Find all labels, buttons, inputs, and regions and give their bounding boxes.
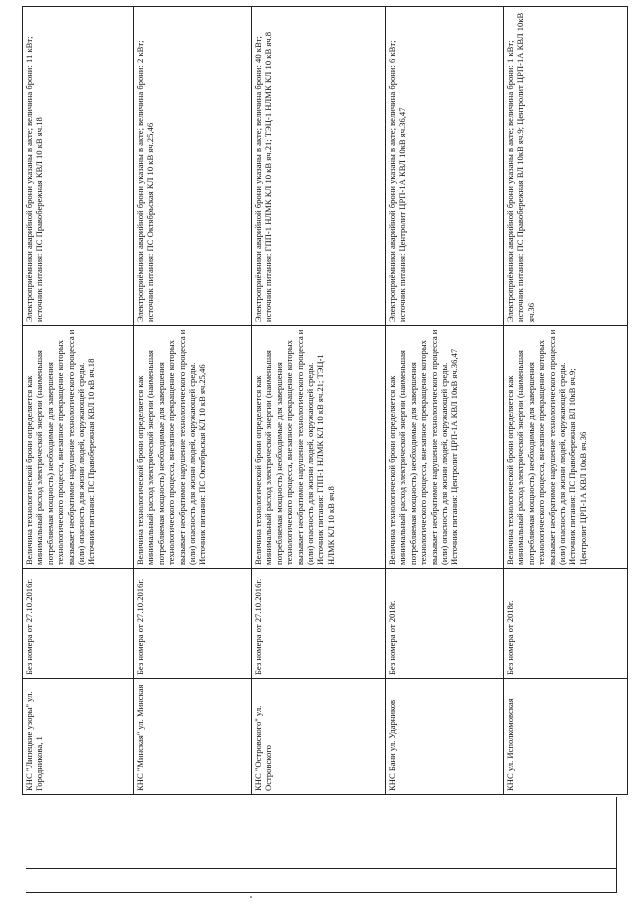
table-row — [252, 7, 386, 795]
tech-reserve-cell: Величина технологической брони определяется как минимальный расход электрической энергии (наименьшая потребляемая мощность) необходимые для завершения технологического процесса, внезапное прекращение которых вызывает необратимое нарушение технологического процесса и (или) опасность для жизни людей, окружающей среды. Источник питания: ГПП-1 НЛМК КЛ 10 кВ яч.21; ТЭЦ-1 НЛМК КЛ 10 кВ яч.8 — [252, 326, 386, 569]
table-row — [23, 7, 134, 795]
object-name-cell: КНС "Минская" ул. Минская — [134, 679, 252, 795]
page-rule-inner — [26, 868, 616, 869]
object-name-cell: КНС "Липецкие узоры" ул. Городникова, 1 — [23, 679, 134, 795]
emergency-reserve-cell: Электроприёмники аварийной брони указаны в акте; величина брони: 11 кВт; источник питания: ПС Правобережная КВЛ 10 кВ яч.18 — [23, 7, 134, 326]
act-number-cell: Без номера от 27.10.2016г. — [23, 569, 134, 679]
reservation-acts-table — [22, 6, 628, 795]
tech-reserve-cell: Величина технологической брони определяется как минимальный расход электрической энергии (наименьшая потребляемая мощность) необходимые для завершения технологического процесса, внезапное прекращение которых вызывает необратимое нарушение технологического процесса и (или) опасность для жизни людей, окружающей среды. Источник питания: Центролит ЦРП-1А КВЛ 10кВ яч.36,47 — [386, 326, 504, 569]
scan-speck — [250, 896, 252, 898]
act-number-cell: Без номера от 27.10.2016г. — [134, 569, 252, 679]
emergency-reserve-cell: Электроприёмники аварийной брони указаны в акте; величина брони: 1 кВт; источник питания: ПС Правобережная ВЛ 10кВ яч.9; Центролит ЦРП-1А КВЛ 10кВ яч.36 — [504, 7, 628, 326]
emergency-reserve-cell: Электроприёмники аварийной брони указаны в акте; величина брони: 2 кВт; источник питания: ПС Октябрьская КЛ 10 кВ яч.25,46 — [134, 7, 252, 326]
tech-reserve-cell: Величина технологической брони определяется как минимальный расход электрической энергии (наименьшая потребляемая мощность) необходимые для завершения технологического процесса, внезапное прекращение которых вызывает необратимое нарушение технологического процесса и (или) опасность для жизни людей, окружающей среды. Источник питания: ПС Правобережная ВЛ 10кВ яч.9; Центролит ЦРП-1А КВЛ 10кВ яч.36 — [504, 326, 628, 569]
emergency-reserve-cell: Электроприёмники аварийной брони указаны в акте; величина брони: 40 кВт; источник питания: ГПП-1 НЛМК КЛ 10 кВ яч.21; ТЭЦ-1 НЛМК КЛ 10 кВ яч.8 — [252, 7, 386, 326]
tech-reserve-cell: Величина технологической брони определяется как минимальный расход электрической энергии (наименьшая потребляемая мощность) необходимые для завершения технологического процесса, внезапное прекращение которых вызывает необратимое нарушение технологического процесса и (или) опасность для жизни людей, окружающей среды. Источник питания: ПС Правобережная КВЛ 10 кВ яч.18 — [23, 326, 134, 569]
table-row — [134, 7, 252, 795]
page-rule-bottom — [616, 797, 617, 893]
object-name-cell: КНС ул. Исполкомовская — [504, 679, 628, 795]
act-number-cell: Без номера от 27.10.2016г. — [252, 569, 386, 679]
table-row — [386, 7, 504, 795]
act-number-cell: Без номера от 2018г. — [504, 569, 628, 679]
tech-reserve-cell: Величина технологической брони определяется как минимальный расход электрической энергии (наименьшая потребляемая мощность) необходимые для завершения технологического процесса, внезапное прекращение которых вызывает необратимое нарушение технологического процесса и (или) опасность для жизни людей, окружающей среды. Источник питания: ПС Октябрьская КЛ 10 кВ яч.25,46 — [134, 326, 252, 569]
act-number-cell: Без номера от 2018г. — [386, 569, 504, 679]
object-name-cell: КНС Бани ул. Ударников — [386, 679, 504, 795]
table-row — [504, 7, 628, 795]
object-name-cell: КНС "Островского" ул. Островского — [252, 679, 386, 795]
emergency-reserve-cell: Электроприёмники аварийной брони указаны в акте; величина брони: 6 кВт; источник питания: Центролит ЦРП-1А КВЛ 10кВ яч.36,47 — [386, 7, 504, 326]
page-rule-left — [26, 892, 616, 893]
